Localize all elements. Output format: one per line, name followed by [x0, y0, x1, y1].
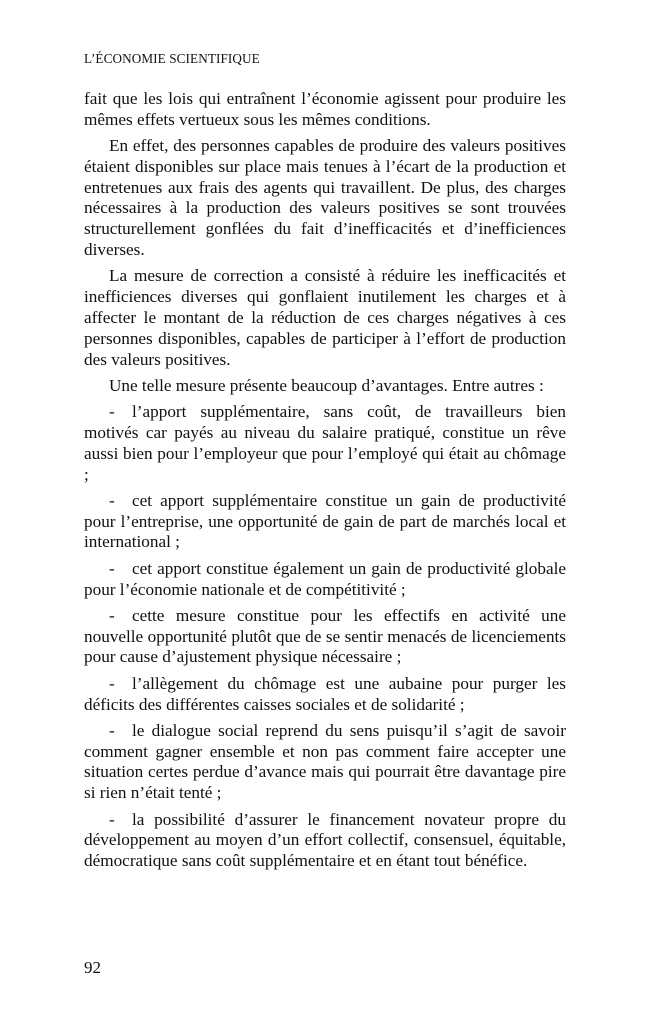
- dash-marker: -: [109, 809, 115, 829]
- bullet-text: cet apport constitue également un gain de productivité globale pour l’économie nationale et de compétitivité ;: [84, 558, 566, 599]
- bullet-text: la possibilité d’assurer le financement novateur propre du développement au moyen d’un effort collectif, consensuel, équitable, démocratique sans coût supplémentaire et en étant tout bénéfice.: [84, 809, 566, 871]
- dash-marker: -: [109, 673, 115, 693]
- page-number: 92: [84, 958, 101, 977]
- running-header: L’ÉCONOMIE SCIENTIFIQUE: [84, 51, 260, 66]
- bullet-text: l’apport supplémentaire, sans coût, de travailleurs bien motivés car payés au niveau du salaire pratiqué, constitue un rêve aussi bien pour l’employeur que pour l’employé qui était au chômage ;: [84, 402, 566, 484]
- bullet-item: [84, 491, 566, 553]
- dash-marker: -: [109, 490, 115, 510]
- bullet-text: le dialogue social reprend du sens puisqu’il s’agit de savoir comment gagner ensemble et non pas comment faire accepter une situation certes perdue d’avance mais qui pourrait être davantage pire si rien n’était tenté ;: [84, 720, 566, 803]
- bullet-item: [84, 402, 566, 485]
- bullet-item: [84, 810, 566, 872]
- bullet-text: l’allègement du chômage est une aubaine pour purger les déficits des différentes caisses sociales et de solidarité ;: [84, 673, 566, 714]
- bullet-text: cette mesure constitue pour les effectifs en activité une nouvelle opportunité plutôt que de se sentir menacés de licenciements pour cause d’ajustement physique nécessaire ;: [84, 605, 566, 667]
- paragraph: Une telle mesure présente beaucoup d’avantages. Entre autres :: [109, 375, 544, 395]
- bullet-text: cet apport supplémentaire constitue un gain de productivité pour l’entreprise, une opportunité de gain de part de marchés local et international ;: [84, 490, 566, 552]
- paragraph: La mesure de correction a consisté à réduire les inefficacités et inefficiences diverses qui gonflaient inutilement les charges et à affecter le montant de la réduction de ces charges négatives à ces personnes disponibles, capables de participer à l’effort de production des valeurs positives.: [84, 266, 566, 369]
- dash-marker: -: [109, 402, 115, 422]
- dash-marker: -: [109, 605, 115, 625]
- bullet-item: [84, 606, 566, 668]
- bullet-item: [84, 721, 566, 804]
- bullet-item: [84, 559, 566, 601]
- dash-marker: -: [109, 558, 115, 578]
- dash-marker: -: [109, 720, 115, 740]
- continuation-paragraph: fait que les lois qui entraînent l’économie agissent pour produire les mêmes effets vertueux sous les mêmes conditions.: [84, 89, 566, 129]
- book-page: [84, 50, 566, 877]
- bullet-item: [84, 674, 566, 716]
- paragraph: En effet, des personnes capables de produire des valeurs positives étaient disponibles sur place mais tenues à l’écart de la production et entretenues aux frais des agents qui travaillent. De plus, des charges nécessaires à la production des valeurs positives se sont trouvées structurellement gonflées du fait d’inefficacités et d’inefficiences diverses.: [84, 136, 566, 260]
